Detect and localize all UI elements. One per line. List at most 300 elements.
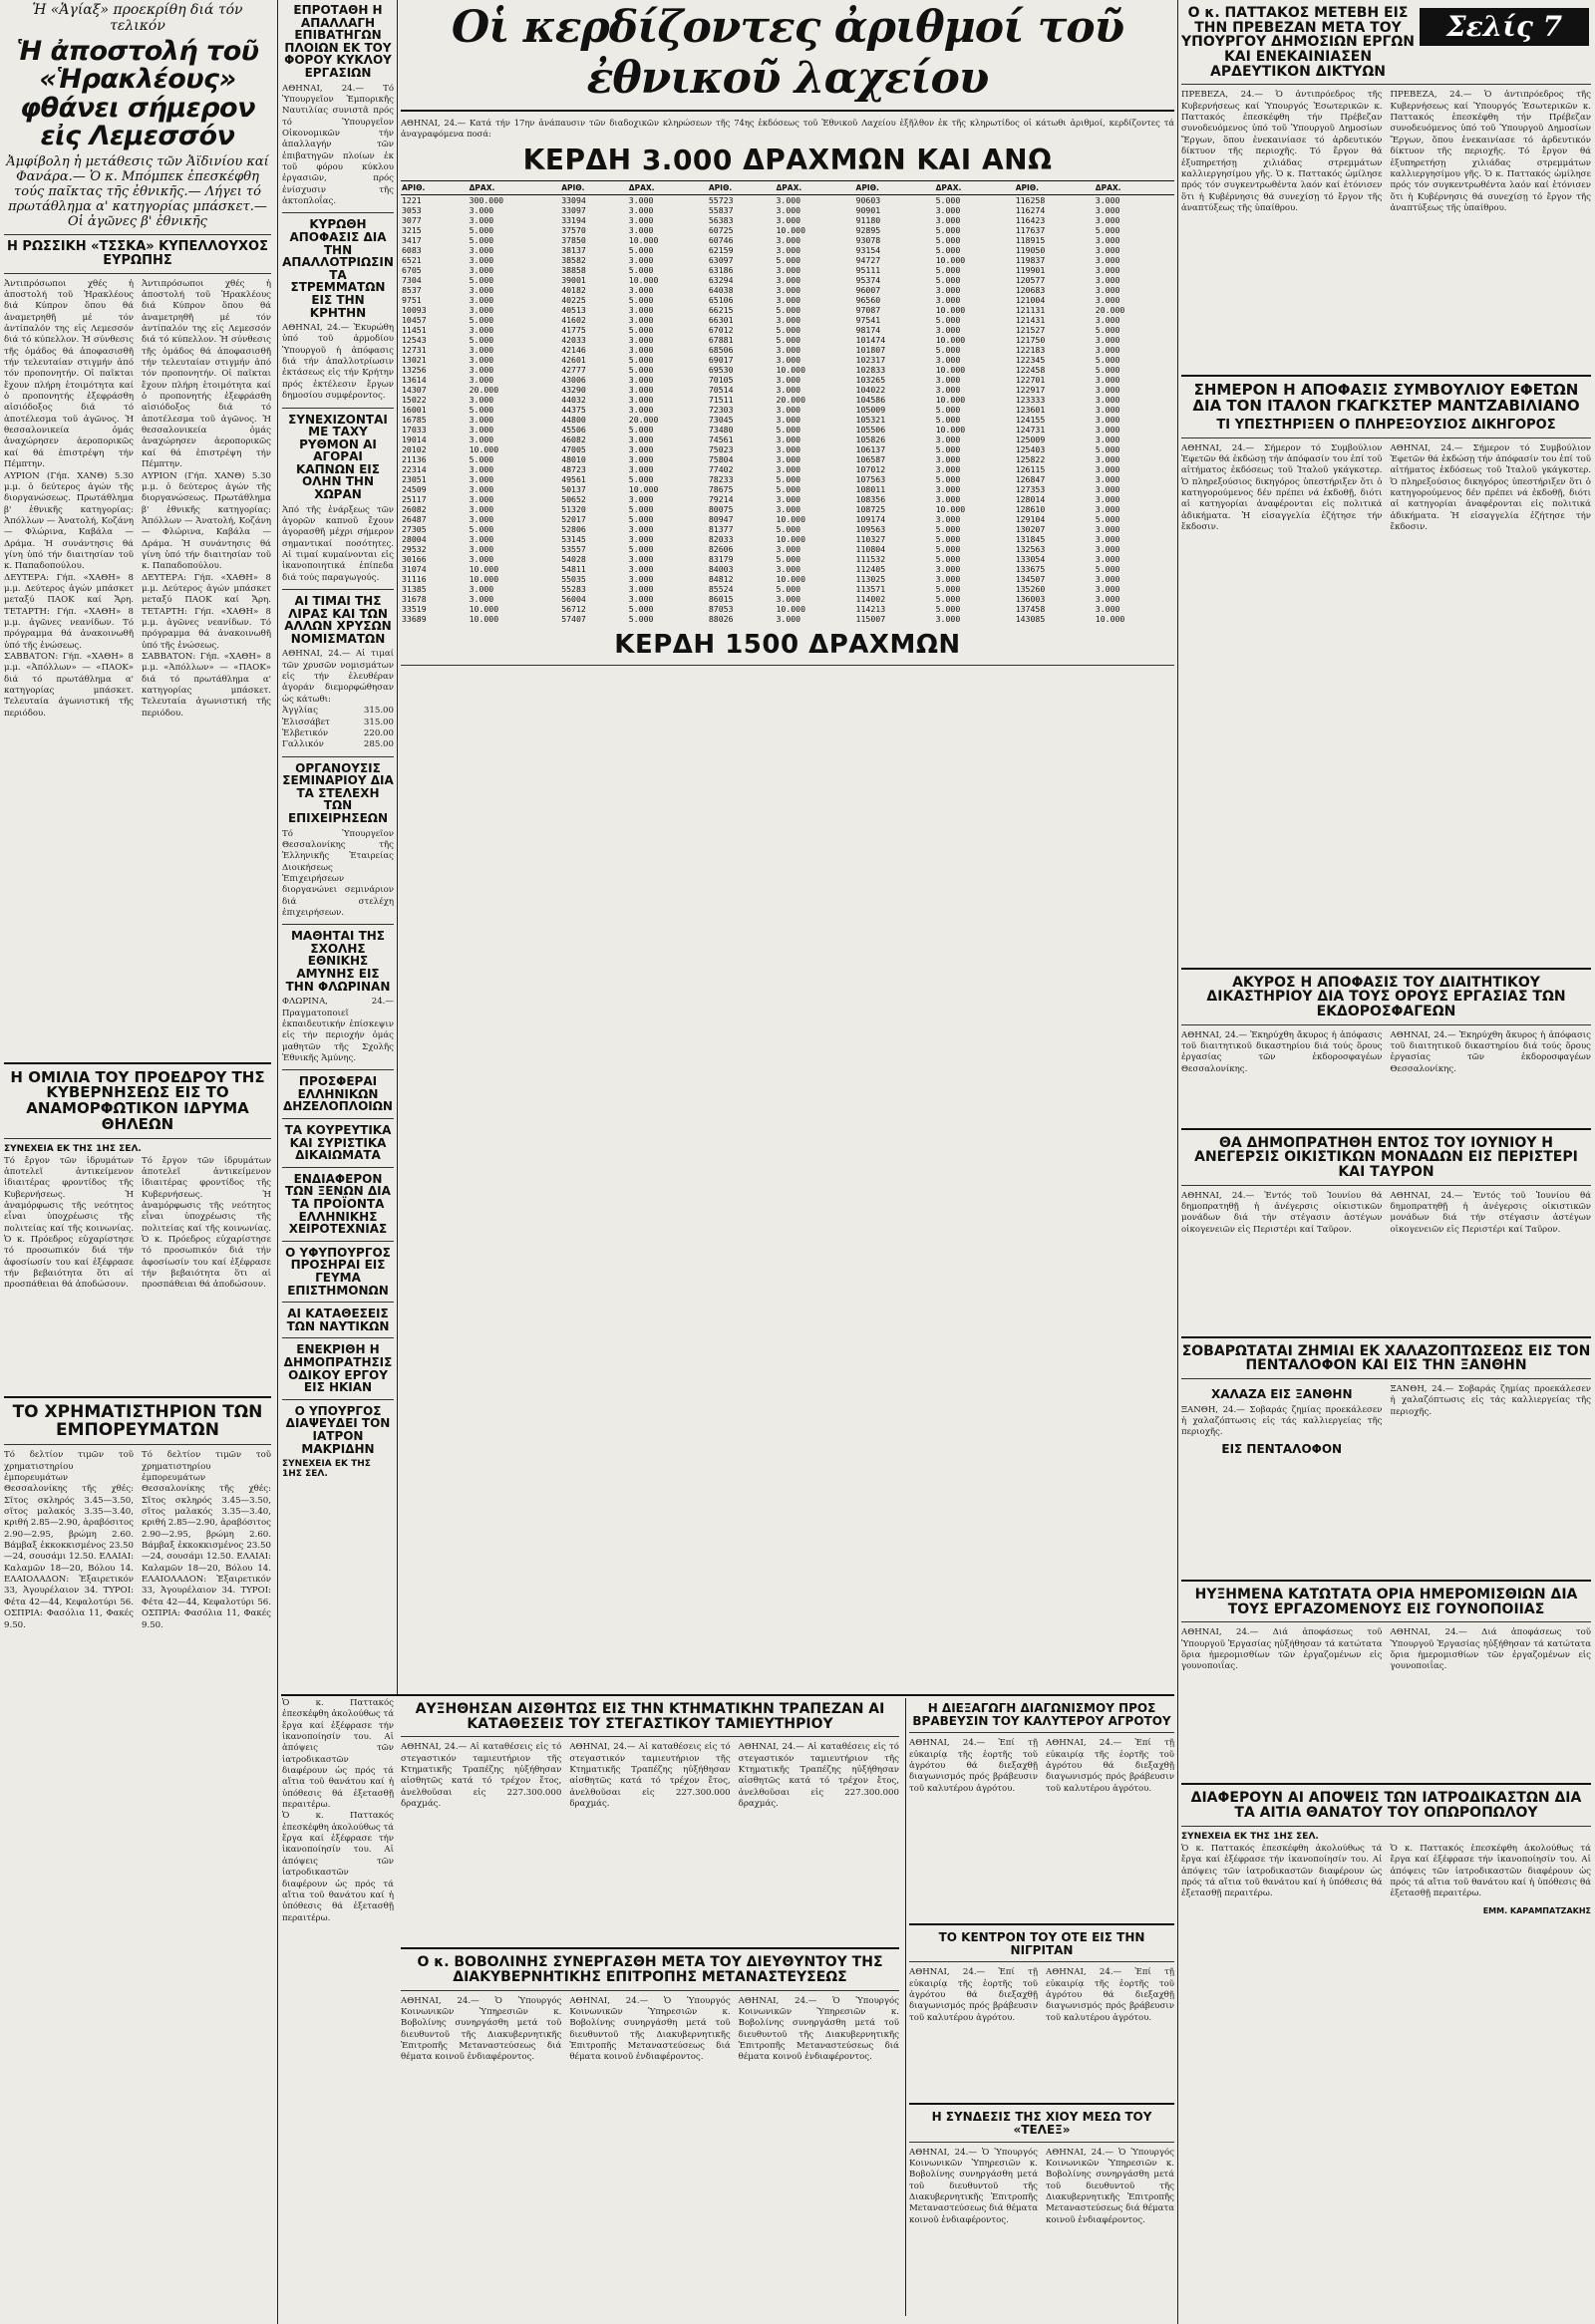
migration-story: ΑΘΗΝΑΙ, 24.— Ὁ Ὑπουργός Κοινωνικῶν Ὑπηρεσιῶν κ. Βοβολίνης συνηργάσθη μετά τοῦ διευθυντοῦ τῆς Διακυβερνητικῆς Ἐπιτροπῆς Μεταναστεύσεως διά θέματα κοινοῦ ἐνδιαφέροντος.	[738, 1995, 899, 2063]
prize-amount: 3.000	[1095, 454, 1120, 465]
ticket-number: 127353	[1015, 484, 1046, 495]
ticket-number: 56712	[561, 604, 586, 615]
table-row	[401, 484, 1174, 494]
column-rule	[397, 0, 398, 1694]
ticket-number: 115007	[855, 614, 886, 625]
hail-story-columns	[1181, 1384, 1591, 1574]
ticket-number: 108011	[855, 484, 886, 495]
prize-amount: 3.000	[776, 544, 801, 555]
column-sports	[4, 0, 271, 2324]
ticket-number: 77402	[708, 464, 734, 475]
prize-amount: 5.000	[935, 474, 961, 485]
ticket-number: 12731	[402, 345, 427, 356]
ticket-number: 96007	[855, 285, 881, 296]
prize-amount: 3.000	[1095, 265, 1120, 276]
ticket-number: 40225	[561, 295, 586, 306]
ticket-number: 118915	[1015, 235, 1046, 246]
divider	[4, 1396, 271, 1398]
sports-story-1c: ΔΕΥΤΕΡΑ: Γήπ. «ΧΑΘΗ» 8 μ.μ. Δεύτερος ἀγών μπάσκετ μεταξύ ΠΑΟΚ καί Ἄρη. ΤΕΤΑΡΤΗ: Γήπ. «ΧΑΘΗ» 8 μ.μ. ἀγῶνες νεανίδων. Τό πρόγραμμα θά ἀνακοινωθῆ ὑπό τῆς ἑνώσεως.	[4, 572, 134, 651]
coroner-story: Ὁ κ. Παττακός ἐπεσκέφθη ἀκολούθως τά ἔργα καί ἐξέφρασε τήν ἱκανοποίησίν του. Αἱ ἀπόψεις τῶν ἰατροδικαστῶν διαφέρουν ὡς πρός τά αἴτια τοῦ θανάτου καί ἡ ὑπόθεσις θά ἐξετασθῇ περαιτέρω.	[1390, 1843, 1591, 1899]
ticket-number: 124155	[1015, 415, 1046, 426]
prize-amount: 3.000	[1095, 245, 1120, 256]
ticket-number: 84812	[708, 574, 734, 585]
prize-amount: 3.000	[1095, 415, 1120, 426]
prize-amount: 3.000	[1095, 484, 1120, 495]
gold-headline: ΑΙ ΤΙΜΑΙ ΤΗΣ ΛΙΡΑΣ ΚΑΙ ΤΩΝ ΑΛΛΩΝ ΧΡΥΣΩΝ ΝΟΜΙΣΜΑΤΩΝ	[284, 594, 392, 646]
prize-amount: 3.000	[469, 245, 494, 256]
prize-amount: 5.000	[469, 524, 494, 535]
prize-amount: 3.000	[935, 564, 961, 575]
table-row	[401, 195, 1174, 206]
prize-amount: 5.000	[628, 295, 654, 306]
coin-name: Ἐλβετικόν	[282, 727, 329, 738]
prize-amount: 3.000	[935, 614, 961, 625]
ticket-number: 74561	[708, 435, 734, 445]
divider	[1181, 1378, 1591, 1379]
prize-amount: 5.000	[469, 225, 494, 236]
prize-amount: 10.000	[469, 444, 499, 455]
ticket-number: 37570	[561, 225, 586, 236]
ticket-number: 11451	[402, 325, 427, 336]
prize-amount: 3.000	[628, 255, 654, 266]
arbitration-headline: ΑΚΥΡΟΣ Η ΑΠΟΦΑΣΙΣ ΤΟΥ ΔΙΑΙΤΗΤΙΚΟΥ ΔΙΚΑΣΤΗΡΙΟΥ ΔΙΑ ΤΟΥΣ ΟΡΟΥΣ ΕΡΓΑΣΙΑΣ ΤΩΝ ΕΚΔΟΡΟΣΦΑΓΕΩΝ	[1206, 974, 1566, 1019]
divider	[1181, 1128, 1591, 1130]
column-rule	[905, 1698, 906, 2316]
lottery-col-number: ΑΡΙΘ.	[401, 181, 469, 195]
prize-amount: 3.000	[776, 435, 801, 445]
gangster-story: ΑΘΗΝΑΙ, 24.— Σήμερον τό Συμβούλιον Ἐφετῶν θά ἐκδώσῃ τήν ἀπόφασίν του ἐπί τοῦ αἰτήματος ἐκδόσεως τοῦ Ἰταλοῦ γκάγκστερ. Ὁ πληρεξούσιος δικηγόρος ὑπεστήριξεν ὅτι ὁ κατηγορούμενος δέν πρέπει νά ἐκδοθῇ, διότι αἱ κατηγορίαι ἀναφέρονται εἰς πολιτικά ἀδικήματα. Ἡ εἰσαγγελία ἐζήτησε τήν ἔκδοσιν.	[1181, 442, 1383, 532]
wages-story: ΑΘΗΝΑΙ, 24.— Διά ἀποφάσεως τοῦ Ὑπουργοῦ Ἐργασίας ηὐξήθησαν τά κατώτατα ὅρια ἡμερομισθίων τῶν ἐργαζομένων εἰς γουνοποιΐας.	[1181, 1627, 1383, 1672]
prize-amount: 3.000	[628, 584, 654, 595]
prize-amount: 3.000	[935, 375, 961, 386]
sports-story-1b: ΑΥΡΙΟΝ (Γήπ. ΧΑΝΘ) 5.30 μ.μ. ὁ δεύτερος ἀγών τῆς διοργανώσεως. Πρωτάθλημα β' ἐθνικῆς κατηγορίας: Ἀπόλλων — Ἀνατολή, Κοζάνη — Φλώρινα, Καβάλα — Δράμα. Ἡ συνάντησις θά γίνη ὑπό τήν διαιτησίαν τοῦ κ. Παπαδοπούλου.	[142, 470, 271, 572]
ticket-number: 72303	[708, 405, 734, 416]
ticket-number: 108356	[855, 494, 886, 505]
prize-amount: 3.000	[776, 245, 801, 256]
ticket-number: 62159	[708, 245, 734, 256]
hail-subhead: ΧΑΛΑΖΑ ΕΙΣ ΞΑΝΘΗΝ	[1210, 1387, 1353, 1402]
ticket-number: 55723	[708, 195, 734, 206]
lottery-col-number: ΑΡΙΘ.	[855, 181, 935, 195]
ticket-number: 48723	[561, 464, 586, 475]
prize-amount: 3.000	[935, 574, 961, 585]
prize-amount: 3.000	[776, 265, 801, 276]
prize-amount: 3.000	[628, 385, 654, 396]
prize-amount: 5.000	[935, 235, 961, 246]
prize-amount: 3.000	[469, 285, 494, 296]
table-row	[401, 564, 1174, 574]
ticket-number: 133054	[1015, 554, 1046, 565]
prize-amount: 3.000	[935, 355, 961, 366]
prize-amount: 3.000	[1095, 494, 1120, 505]
divider	[282, 1241, 394, 1242]
prize-amount: 3.000	[1095, 435, 1120, 445]
table-row	[401, 375, 1174, 385]
prize-amount: 3.000	[935, 385, 961, 396]
bank-story: ΑΘΗΝΑΙ, 24.— Αἱ καταθέσεις εἰς τό στεγαστικόν ταμιευτήριον τῆς Κτηματικῆς Τραπέζης ηὐξήθησαν αἰσθητῶς κατά τό τρέχον ἔτος, ἀνελθοῦσαι εἰς 227.300.000 δραχμάς.	[738, 1742, 899, 1810]
prize-amount: 5.000	[935, 584, 961, 595]
ticket-number: 121431	[1015, 315, 1046, 326]
ticket-number: 78233	[708, 474, 734, 485]
prize-amount: 5.000	[935, 444, 961, 455]
table-row	[401, 574, 1174, 584]
ticket-number: 16001	[402, 405, 427, 416]
prize-amount: 3.000	[628, 335, 654, 346]
ticket-number: 60725	[708, 225, 734, 236]
prize-amount: 20.000	[776, 395, 806, 406]
ticket-number: 27305	[402, 524, 427, 535]
ticket-number: 107012	[855, 464, 886, 475]
ticket-number: 41775	[561, 325, 586, 336]
ticket-number: 25117	[402, 494, 427, 505]
coin-price: 285.00	[363, 739, 394, 750]
ticket-number: 101474	[855, 335, 886, 346]
prize-amount: 3.000	[776, 315, 801, 326]
table-row	[401, 225, 1174, 235]
ticket-number: 6083	[402, 245, 422, 256]
lottery-col-number: ΑΡΙΘ.	[560, 181, 628, 195]
ticket-number: 66301	[708, 315, 734, 326]
column-rule	[1177, 0, 1178, 2324]
ticket-number: 45506	[561, 425, 586, 436]
ticket-number: 42601	[561, 355, 586, 366]
migration-headline: Ο κ. ΒΟΒΟΛΙΝΗΣ ΣΥΝΕΡΓΑΣΘΗ ΜΕΤΑ ΤΟΥ ΔΙΕΥΘΥΝΤΟΥ ΤΗΣ ΔΙΑΚΥΒΕΡΝΗΤΙΚΗΣ ΕΠΙΤΡΟΠΗΣ ΜΕΤΑΝΑΣΤΕΥΣΕΩΣ	[417, 1954, 883, 1986]
prize-amount: 20.000	[469, 385, 499, 396]
minister-continued: ΣΥΝΕΧΕΙΑ ΕΚ ΤΗΣ 1ΗΣ ΣΕΛ.	[282, 1459, 371, 1480]
ships-story: ΑΘΗΝΑΙ, 24.— Τό Ὑπουργεῖον Ἐμπορικῆς Ναυτιλίας συνιστᾶ πρός τό Ὑπουργεῖον Οἰκονομικῶν τήν ἀπαλλαγήν τῶν ἐπιβατηγῶν πλοίων ἐκ τοῦ φόρου κύκλου ἐργασιῶν, πρός ἐνίσχυσιν τῆς ἀκτοπλοΐας.	[282, 83, 394, 206]
prize-amount: 3.000	[469, 594, 494, 605]
ticket-number: 14307	[402, 385, 427, 396]
table-row	[401, 325, 1174, 335]
prize-amount: 3.000	[1095, 285, 1120, 296]
ticket-number: 40182	[561, 285, 586, 296]
prize-amount: 5.000	[469, 454, 494, 465]
ticket-number: 132563	[1015, 544, 1046, 555]
prize-amount: 3.000	[935, 464, 961, 475]
prize-amount: 3.000	[628, 594, 654, 605]
table-row	[401, 305, 1174, 315]
prize-amount: 3.000	[1095, 544, 1120, 555]
table-row	[401, 415, 1174, 425]
divider	[1181, 437, 1591, 438]
prize-amount: 5.000	[776, 255, 801, 266]
ticket-number: 12543	[402, 335, 427, 346]
students-story: ΦΛΩΡΙΝΑ, 24.— Πραγματοποιεῖ ἐκπαιδευτικήν ἐπίσκεψιν εἰς τήν περιοχήν ὁμάς μαθητῶν τῆς Σχολῆς Ἐθνικῆς Ἀμύνης.	[282, 997, 394, 1063]
prize-amount: 5.000	[935, 594, 961, 605]
pattakos-story: ΠΡΕΒΕΖΑ, 24.— Ὁ ἀντιπρόεδρος τῆς Κυβερνήσεως καί Ὑπουργός Ἐσωτερικῶν κ. Παττακός ἐπεσκέφθη τήν Πρέβεζαν συνοδευόμενος ὑπό τοῦ Ὑπουργοῦ Δημοσίων Ἔργων, ὅπου ἐνεκαινίασε τό ἀρδευτικόν δίκτυον τῆς περιοχῆς. Τό ἔργον θά ἐξυπηρετήσῃ χιλιάδας στρεμμάτων καλλιεργησίμου γῆς. Ὁ κ. Παττακός ὡμίλησε πρός τόν συγκεντρωθέντα λαόν καί ἐτόνισεν ὅτι ἡ Κυβέρνησις θά συνεχίσῃ τό ἔργον τῆς ἀναπτύξεως τῆς ὑπαίθρου.	[1390, 90, 1591, 213]
ticket-number: 30166	[402, 554, 427, 565]
prize-amount: 3.000	[1095, 594, 1120, 605]
ticket-number: 131845	[1015, 534, 1046, 545]
gold-price-row	[282, 706, 394, 717]
ticket-number: 56004	[561, 594, 586, 605]
ticket-number: 105506	[855, 425, 886, 436]
divider	[1181, 1336, 1591, 1338]
ticket-number: 67012	[708, 325, 734, 336]
ticket-number: 84003	[708, 564, 734, 575]
ticket-number: 83179	[708, 554, 734, 565]
pattakos-story-columns	[1181, 90, 1591, 369]
prize-amount: 5.000	[469, 275, 494, 286]
prize-amount: 5.000	[1095, 564, 1120, 575]
ticket-number: 119901	[1015, 265, 1046, 276]
prize-amount: 10.000	[935, 305, 966, 316]
ticket-number: 33094	[561, 195, 586, 206]
prize-amount: 5.000	[1095, 365, 1120, 376]
divider	[282, 1167, 394, 1168]
prize-amount: 3.000	[935, 325, 961, 336]
prize-amount: 5.000	[935, 345, 961, 356]
ticket-number: 42777	[561, 365, 586, 376]
lottery-col-drachmas: ΔΡΑΧ.	[1095, 181, 1174, 195]
prize-amount: 3.000	[1095, 464, 1120, 475]
prize-amount: 3.000	[776, 564, 801, 575]
housing-story-columns	[1181, 1191, 1591, 1330]
prize-amount: 3.000	[628, 215, 654, 226]
ticket-number: 13021	[402, 355, 427, 366]
prize-amount: 5.000	[935, 415, 961, 426]
tobacco-story: Ἀπό τῆς ἐνάρξεως τῶν ἀγορῶν καπνοῦ ἔχουν ἀγορασθῆ μέχρι σήμερον σημαντικαί ποσότητες. Αἱ τιμαί κυμαίνονται εἰς ἱκανοποιητικά ἐπίπεδα διά τούς παραγωγούς.	[282, 504, 394, 583]
arbitration-story-columns	[1181, 1030, 1591, 1122]
ticket-number: 53557	[561, 544, 586, 555]
ticket-number: 116274	[1015, 205, 1046, 216]
prize-amount: 10.000	[935, 425, 966, 436]
prize-amount: 10.000	[469, 614, 499, 625]
prize-amount: 3.000	[776, 275, 801, 286]
housing-story: ΑΘΗΝΑΙ, 24.— Ἐντός τοῦ Ἰουνίου θά δημοπρατηθῇ ἡ ἀνέγερσις οἰκιστικῶν μονάδων διά τήν στέγασιν ἀστέγων οἰκογενειῶν εἰς Περιστέρι καί Ταῦρον.	[1181, 1190, 1383, 1235]
ticket-number: 48010	[561, 454, 586, 465]
prize-amount: 3.000	[776, 195, 801, 206]
prize-amount: 3.000	[469, 265, 494, 276]
ticket-number: 31074	[402, 564, 427, 575]
prize-amount: 3.000	[628, 195, 654, 206]
ticket-number: 64038	[708, 285, 734, 296]
prize-amount: 5.000	[776, 474, 801, 485]
ticket-number: 70514	[708, 385, 734, 396]
ticket-number: 122458	[1015, 365, 1046, 376]
table-row	[401, 295, 1174, 305]
prize-amount: 3.000	[1095, 205, 1120, 216]
prize-amount: 3.000	[935, 285, 961, 296]
prize-amount: 3.000	[776, 444, 801, 455]
prize-amount: 5.000	[628, 325, 654, 336]
prize-amount: 3.000	[469, 375, 494, 386]
lottery-intro: ΑΘΗΝΑΙ, 24.— Κατά τήν 17ην ἀνάπαυσιν τῶν διαδοχικῶν κληρώσεων τῆς 74ης ἐκδόσεως τοῦ Ἐθνικοῦ Λαχείου ἐξῆλθον ἐκ τῆς κληρωτίδος οἱ κάτωθι ἀριθμοί, κερδίζοντες τά ἀναγραφόμενα ποσά:	[401, 118, 1174, 140]
ticket-number: 113025	[855, 574, 886, 585]
sports-story-1c: ΔΕΥΤΕΡΑ: Γήπ. «ΧΑΘΗ» 8 μ.μ. Δεύτερος ἀγών μπάσκετ μεταξύ ΠΑΟΚ καί Ἄρη. ΤΕΤΑΡΤΗ: Γήπ. «ΧΑΘΗ» 8 μ.μ. ἀγῶνες νεανίδων. Τό πρόγραμμα θά ἀνακοινωθῆ ὑπό τῆς ἑνώσεως.	[142, 572, 271, 651]
prize-amount: 5.000	[776, 305, 801, 316]
arbitration-story: ΑΘΗΝΑΙ, 24.— Ἐκηρύχθη ἄκυρος ἡ ἀπόφασις τοῦ διαιτητικοῦ δικαστηρίου διά τούς ὅρους ἐργασίας τῶν ἐκδοροσφαγέων Θεσσαλονίκης.	[1390, 1029, 1591, 1074]
prize-amount: 3.000	[469, 464, 494, 475]
housing-story: ΑΘΗΝΑΙ, 24.— Ἐντός τοῦ Ἰουνίου θά δημοπρατηθῇ ἡ ἀνέγερσις οἰκιστικῶν μονάδων διά τήν στέγασιν ἀστέγων οἰκογενειῶν εἰς Περιστέρι καί Ταῦρον.	[1390, 1190, 1591, 1235]
ticket-number: 26487	[402, 514, 427, 525]
prize-amount: 5.000	[628, 474, 654, 485]
ticket-number: 93154	[855, 245, 881, 256]
coin-price: 315.00	[363, 706, 394, 717]
ticket-number: 129104	[1015, 514, 1046, 525]
prize-amount: 3.000	[469, 345, 494, 356]
prize-amount: 3.000	[935, 484, 961, 495]
prize-amount: 3.000	[469, 544, 494, 555]
ships-headline: ΕΠΡΟΤΑΘΗ Η ΑΠΑΛΛΑΓΗ ΕΠΙΒΑΤΗΓΩΝ ΠΛΟΙΩΝ ΕΚ ΤΟΥ ΦΟΡΟΥ ΚΥΚΛΟΥ ΕΡΓΑΣΙΩΝ	[284, 3, 392, 80]
divider	[909, 2142, 1174, 2143]
prize-amount: 5.000	[935, 315, 961, 326]
bottom-stories-right	[909, 1698, 1174, 2316]
prize-amount: 3.000	[776, 295, 801, 306]
table-row	[401, 315, 1174, 325]
ticket-number: 109174	[855, 514, 886, 525]
ticket-number: 31116	[402, 574, 427, 585]
ticket-number: 47005	[561, 444, 586, 455]
speech-story: Τό ἔργον τῶν ἱδρυμάτων ἀποτελεῖ ἀντικείμενον ἰδιαιτέρας φροντίδος τῆς Κυβερνήσεως. Ἡ ἀναμόρφωσις τῆς νεότητος εἶναι ὑποχρέωσις τῆς πολιτείας καί τῆς κοινωνίας. Ὁ κ. Πρόεδρος εὐχαρίστησε τό προσωπικόν διά τήν ἀφοσίωσίν του καί ἐξέφρασε τήν βεβαιότητα ὅτι αἱ προσπάθειαι θά ἀποδώσουν.	[4, 1155, 134, 1291]
telex-story: ΑΘΗΝΑΙ, 24.— Ὁ Ὑπουργός Κοινωνικῶν Ὑπηρεσιῶν κ. Βοβολίνης συνηργάσθη μετά τοῦ διευθυντοῦ τῆς Διακυβερνητικῆς Ἐπιτροπῆς Μεταναστεύσεως διά θέματα κοινοῦ ἐνδιαφέροντος.	[909, 2147, 1038, 2225]
prize-amount: 3.000	[469, 205, 494, 216]
table-row	[401, 205, 1174, 215]
prize-amount: 10.000	[628, 275, 659, 286]
prize-amount: 3.000	[1095, 215, 1120, 226]
ticket-number: 97541	[855, 315, 881, 326]
gold-price-row	[282, 718, 394, 728]
prize-amount: 5.000	[776, 335, 801, 346]
ticket-number: 88026	[708, 614, 734, 625]
pattakos-story: ΠΡΕΒΕΖΑ, 24.— Ὁ ἀντιπρόεδρος τῆς Κυβερνήσεως καί Ὑπουργός Ἐσωτερικῶν κ. Παττακός ἐπεσκέφθη τήν Πρέβεζαν συνοδευόμενος ὑπό τοῦ Ὑπουργοῦ Δημοσίων Ἔργων, ὅπου ἐνεκαινίασε τό ἀρδευτικόν δίκτυον τῆς περιοχῆς. Τό ἔργον θά ἐξυπηρετήσῃ χιλιάδας στρεμμάτων καλλιεργησίμου γῆς. Ὁ κ. Παττακός ὡμίλησε πρός τόν συγκεντρωθέντα λαόν καί ἐτόνισεν ὅτι ἡ Κυβέρνησις θά συνεχίσῃ τό ἔργον τῆς ἀναπτύξεως τῆς ὑπαίθρου.	[1181, 90, 1383, 213]
ticket-number: 26082	[402, 504, 427, 515]
table-row	[401, 405, 1174, 415]
ticket-number: 49561	[561, 474, 586, 485]
divider	[282, 589, 394, 590]
prize-amount: 5.000	[776, 554, 801, 565]
prize-amount: 3.000	[628, 435, 654, 445]
sports-kicker: Ἡ «Ἁγίαξ» προεκρίθη διά τόν τελικόν	[32, 2, 243, 34]
prize-amount: 3.000	[1095, 345, 1120, 356]
prize-amount: 10.000	[935, 365, 966, 376]
ticket-number: 42146	[561, 345, 586, 356]
prize-amount: 3.000	[1095, 295, 1120, 306]
ticket-number: 79214	[708, 494, 734, 505]
prize-amount: 3.000	[628, 395, 654, 406]
ote-story-columns	[909, 1967, 1174, 2097]
divider	[1181, 1783, 1591, 1785]
speech-continued: ΣΥΝΕΧΕΙΑ ΕΚ ΤΗΣ 1ΗΣ ΣΕΛ.	[4, 1143, 142, 1154]
prize-amount: 3.000	[628, 315, 654, 326]
lottery-banner: Οἱ κερδίζοντες ἀριθμοί τοῦ ἐθνικοῦ λαχείου	[451, 2, 1124, 104]
seminar-headline: ΟΡΓΑΝΟΥΣΙΣ ΣΕΜΙΝΑΡΙΟΥ ΔΙΑ ΤΑ ΣΤΕΛΕΧΗ ΤΩΝ ΕΠΙΧΕΙΡΗΣΕΩΝ	[282, 760, 394, 825]
prize1-title: ΚΕΡΔΗ 3.000 ΔΡΑΧΜΩΝ ΚΑΙ ΑΝΩ	[522, 144, 1053, 177]
prize-amount: 10.000	[628, 484, 659, 495]
ticket-number: 126847	[1015, 474, 1046, 485]
ticket-number: 3053	[402, 205, 422, 216]
ticket-number: 122701	[1015, 375, 1046, 386]
ticket-number: 116258	[1015, 195, 1046, 206]
ticket-number: 54028	[561, 554, 586, 565]
ticket-number: 125009	[1015, 435, 1046, 445]
prize-amount: 3.000	[776, 205, 801, 216]
ticket-number: 96560	[855, 295, 881, 306]
ticket-number: 63097	[708, 255, 734, 266]
divider	[1181, 968, 1591, 970]
prize-amount: 3.000	[469, 435, 494, 445]
ticket-number: 28004	[402, 534, 427, 545]
ticket-number: 23051	[402, 474, 427, 485]
prize-amount: 5.000	[469, 315, 494, 326]
table-row	[401, 255, 1174, 265]
ticket-number: 46082	[561, 435, 586, 445]
table-row	[401, 275, 1174, 285]
telex-headline: Η ΣΥΝΔΕΣΙΣ ΤΗΣ ΧΙΟΥ ΜΕΣΩ ΤΟΥ «ΤΕΛΕΞ»	[931, 2110, 1152, 2137]
table-row	[401, 335, 1174, 345]
table-row	[401, 614, 1174, 624]
prize-amount: 20.000	[1095, 305, 1125, 316]
ticket-number: 143085	[1015, 614, 1046, 625]
divider	[909, 1923, 1174, 1925]
ticket-number: 33519	[402, 604, 427, 615]
ticket-number: 71511	[708, 395, 734, 406]
divider	[4, 1062, 271, 1064]
table-row	[401, 514, 1174, 524]
lottery-col-drachmas: ΔΡΑΧ.	[628, 181, 708, 195]
prize-amount: 5.000	[935, 225, 961, 236]
prize-amount: 3.000	[628, 375, 654, 386]
prize-amount: 10.000	[469, 604, 499, 615]
ticket-number: 52017	[561, 514, 586, 525]
ticket-number: 124731	[1015, 425, 1046, 436]
ticket-number: 3417	[402, 235, 422, 246]
ote-story: ΑΘΗΝΑΙ, 24.— Ἐπί τῇ εὐκαιρίᾳ τῆς ἑορτῆς τοῦ ἀγρότου θά διεξαχθῇ διαγωνισμός πρός βράβευσιν τοῦ καλυτέρου ἀγρότου.	[909, 1967, 1038, 2023]
seamen-headline: ΑΙ ΚΑΤΑΘΕΣΕΙΣ ΤΩΝ ΝΑΥΤΙΚΩΝ	[286, 1307, 390, 1333]
prize-amount: 5.000	[935, 405, 961, 416]
divider	[1181, 1621, 1591, 1622]
ticket-number: 37850	[561, 235, 586, 246]
table-row	[401, 544, 1174, 554]
prize-amount: 3.000	[1095, 534, 1120, 545]
ticket-number: 33689	[402, 614, 427, 625]
ticket-number: 82606	[708, 544, 734, 555]
divider	[282, 1069, 394, 1070]
table-row	[401, 215, 1174, 225]
divider	[282, 1118, 394, 1119]
ticket-number: 52806	[561, 524, 586, 535]
prize-amount: 3.000	[469, 365, 494, 376]
table-row	[401, 534, 1174, 544]
exchange-story-columns	[4, 1450, 271, 1789]
exchange-story: Τό δελτίον τιμῶν τοῦ χρηματιστηρίου ἐμπορευμάτων Θεσσαλονίκης τῆς χθές: Σῖτος σκληρός 3.45—3.50, σῖτος μαλακός 3.35—3.40, κριθή 2.85—2.90, ἀραβόσιτος 2.90—2.95, βρώμη 2.60. Βάμβαξ ἐκκοκκισμένος 23.50—24, σουσάμι 12.50. ΕΛΑΙΑΙ: Καλαμῶν 18—20, Βόλου 14. ΕΛΑΙΟΛΑΔΟΝ: Ἐξαιρετικόν 33, Ἀγουρέλαιον 34. ΤΥΡΟΙ: Φέτα 42—44, Κεφαλοτύρι 56. ΟΣΠΡΙΑ: Φασόλια 11, Φακές 9.50.	[4, 1450, 134, 1630]
ticket-number: 31385	[402, 584, 427, 595]
prize-amount: 3.000	[776, 464, 801, 475]
ticket-number: 121750	[1015, 335, 1046, 346]
column-news-briefs	[282, 0, 394, 1689]
prize-amount: 5.000	[628, 514, 654, 525]
migration-story: ΑΘΗΝΑΙ, 24.— Ὁ Ὑπουργός Κοινωνικῶν Ὑπηρεσιῶν κ. Βοβολίνης συνηργάσθη μετά τοῦ διευθυντοῦ τῆς Διακυβερνητικῆς Ἐπιτροπῆς Μεταναστεύσεως διά θέματα κοινοῦ ἐνδιαφέροντος.	[401, 1995, 562, 2063]
prize-amount: 3.000	[776, 614, 801, 625]
prize-amount: 5.000	[1095, 325, 1120, 336]
prize-amount: 10.000	[935, 504, 966, 515]
column-rule	[277, 0, 278, 2324]
ticket-number: 70105	[708, 375, 734, 386]
ticket-number: 104586	[855, 395, 886, 406]
coin-price: 315.00	[363, 717, 394, 727]
prize-amount: 5.000	[776, 325, 801, 336]
prize-amount: 3.000	[469, 584, 494, 595]
prize-amount: 5.000	[628, 355, 654, 366]
ticket-number: 106137	[855, 444, 886, 455]
coroner-headline: ΔΙΑΦΕΡΟΥΝ ΑΙ ΑΠΟΨΕΙΣ ΤΩΝ ΙΑΤΡΟΔΙΚΑΣΤΩΝ ΔΙΑ ΤΑ ΑΙΤΙΑ ΘΑΝΑΤΟΥ ΤΟΥ ΟΠΩΡΟΠΩΛΟΥ	[1190, 1790, 1582, 1822]
ticket-number: 22314	[402, 464, 427, 475]
ticket-number: 66215	[708, 305, 734, 316]
table-row	[401, 355, 1174, 365]
prize-amount: 3.000	[628, 494, 654, 505]
ticket-number: 51320	[561, 504, 586, 515]
prize-amount: 3.000	[1095, 395, 1120, 406]
